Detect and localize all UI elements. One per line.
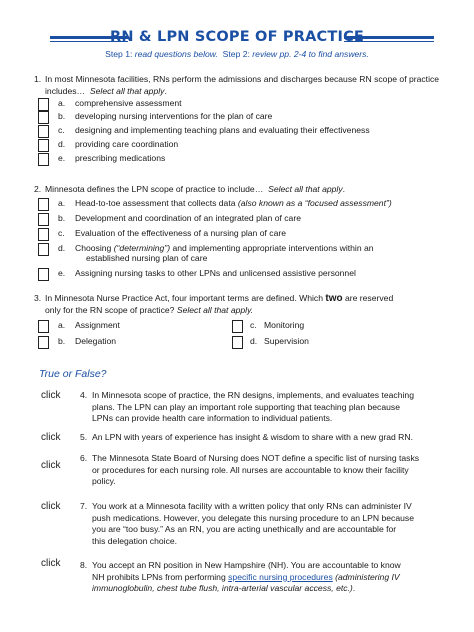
question-1-number: 1. (34, 74, 42, 84)
tf-item-6: 6. The Minnesota State Board of Nursing does NOT define a specific list of nursing tasks or procedures for each nursing role. All nurses are accountable to know their facility policy. (80, 453, 420, 486)
question-2-number: 2. (34, 184, 42, 194)
checkbox[interactable] (38, 213, 49, 226)
tf-item-4: 4. In Minnesota scope of practice, the RN designs, implements, and evaluates teaching plans. The LPN can play an important role supporting that teaching plan because LPNs can provide health care information to individual patients. (80, 390, 414, 423)
step2-label: Step 2: (222, 49, 250, 59)
checkbox[interactable] (38, 139, 49, 152)
checkbox[interactable] (38, 268, 49, 281)
checkbox[interactable] (38, 228, 49, 241)
title-rule-right (344, 36, 434, 39)
checkbox[interactable] (38, 125, 49, 138)
checkbox[interactable] (38, 98, 49, 111)
checkbox[interactable] (38, 320, 49, 333)
checkbox[interactable] (38, 336, 49, 349)
tf-item-8: 8. You accept an RN position in New Hampshire (NH). You are accountable to know NH prohibits LPNs from performing specific nursing procedures (administering IV immunoglobulin, chest tube flush, intra-arterial vascular access, etc.). (80, 560, 401, 593)
step1-label: Step 1: (105, 49, 133, 59)
tf-item-5: 5. An LPN with years of experience has insight & wisdom to share with a new grad RN. (80, 432, 413, 442)
tf-item-7: 7. You work at a Minnesota facility with a written policy that only RNs can administer IV push medications. However, you delegate this nursing procedure to an LPN because you are “too busy.” As an RN, you are acting unethically and are accountable for this delegation choice. (80, 501, 414, 546)
question-3-hint: Select all that apply. (176, 304, 254, 315)
steps-instructions (0, 49, 474, 59)
question-2-hint: Select all that apply (268, 184, 343, 194)
true-false-heading: True or False? (39, 368, 107, 380)
checkbox[interactable] (232, 320, 243, 333)
step1-text: read questions below. (134, 49, 218, 59)
click-field-7[interactable]: click (41, 501, 61, 512)
click-field-5[interactable]: click (41, 432, 61, 443)
question-3-number: 3. (34, 293, 42, 303)
question-2: 2. Minnesota defines the LPN scope of practice to include… Select all that apply. (34, 184, 346, 194)
checkbox[interactable] (232, 336, 243, 349)
page-title: RN & LPN SCOPE OF PRACTICE (109, 29, 365, 45)
click-field-6[interactable]: click (41, 460, 61, 471)
checkbox[interactable] (38, 243, 49, 256)
click-field-8[interactable]: click (41, 558, 61, 569)
specific-procedures-link[interactable]: specific nursing procedures (228, 571, 333, 582)
checkbox[interactable] (38, 111, 49, 124)
question-3: 3. In Minnesota Nurse Practice Act, four important terms are defined. Which two are reserved only for the RN scope of practice? Select all that apply. (34, 293, 394, 315)
step2-text: review pp. 2-4 to find answers. (252, 49, 369, 59)
checkbox[interactable] (38, 198, 49, 211)
question-1-hint: Select all that apply (89, 85, 165, 96)
question-1-text: In most Minnesota facilities, RNs perform the admissions and discharges because RN scope of practice includes… (45, 74, 440, 96)
question-2-text: Minnesota defines the LPN scope of practice to include… (45, 184, 264, 194)
question-1: 1. In most Minnesota facilities, RNs perform the admissions and discharges because RN scope of practice includes… Select all that apply. (34, 74, 440, 96)
click-field-4[interactable]: click (41, 390, 61, 401)
checkbox[interactable] (38, 153, 49, 166)
